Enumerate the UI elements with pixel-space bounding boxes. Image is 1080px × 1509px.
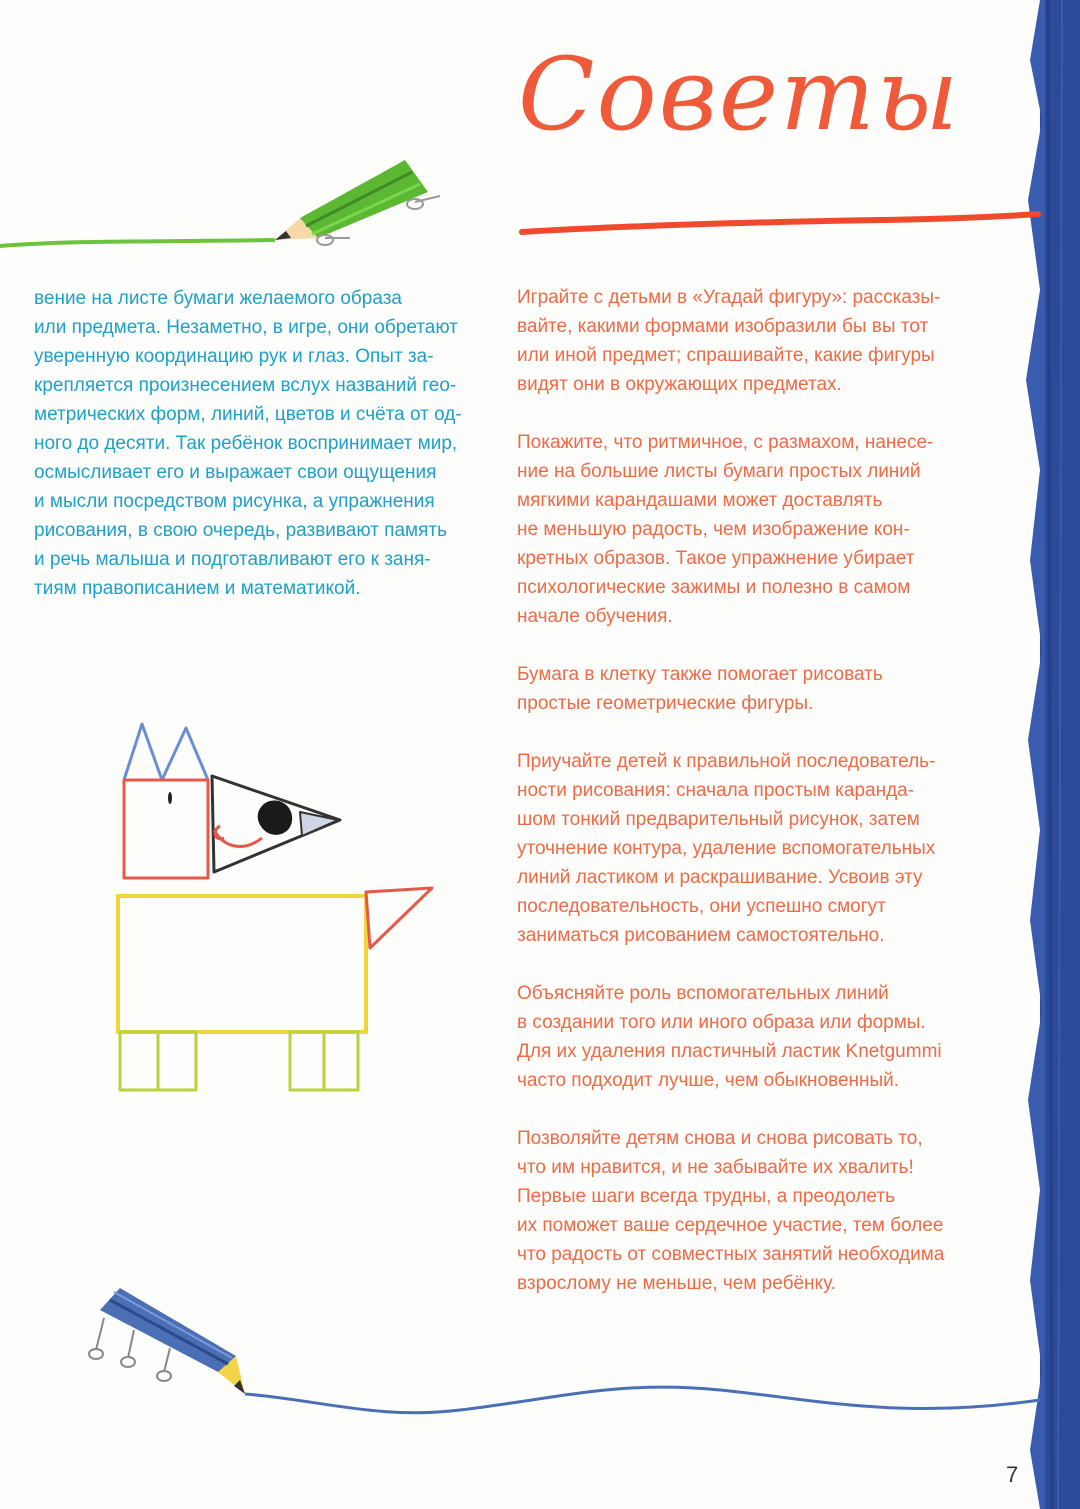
text-line: Объясняйте роль вспомогательных линий: [517, 983, 889, 1004]
text-line: линий ластиком и раскрашивание. Усвоив эту: [517, 867, 923, 888]
text-line: тиям правописанием и математикой.: [34, 578, 361, 599]
text-line: ние на большие листы бумаги простых линий: [517, 461, 921, 482]
text-line: простые геометрические фигуры.: [517, 693, 814, 714]
text-line: Для их удаления пластичный ластик Knetgummi: [517, 1041, 942, 1062]
text-line: Бумага в клетку также помогает рисовать: [517, 664, 883, 685]
text-line: мягкими карандашами может доставлять: [517, 490, 883, 511]
text-line: или предмета. Незаметно, в игре, они обретают: [34, 317, 458, 338]
text-line: психологические зажимы и полезно в самом: [517, 577, 911, 598]
text-line: осмысливает его и выражает свои ощущения: [34, 462, 437, 483]
text-line: начале обучения.: [517, 606, 673, 627]
dog-nose: [258, 801, 292, 835]
text-line: Приучайте детей к правильной последователь-: [517, 751, 936, 772]
green-pencil-icon: [275, 160, 440, 245]
text-line: в создании того или иного образа или формы.: [517, 1012, 926, 1033]
dog-eye: [168, 792, 172, 804]
dog-ear-left: [124, 724, 162, 780]
left-column-text: [34, 284, 504, 603]
dog-head: [124, 780, 208, 878]
text-line: рисования, в свою очередь, развивают память: [34, 520, 447, 541]
text-line: уверенную координацию рук и глаз. Опыт за-: [34, 346, 434, 367]
text-line: что радость от совместных занятий необходима: [517, 1244, 945, 1265]
text-line: Играйте с детьми в «Угадай фигуру»: рассказы-: [517, 287, 941, 308]
text-line: или иной предмет; спрашивайте, какие фигуры: [517, 345, 935, 366]
text-line: шом тонкий предварительный рисунок, затем: [517, 809, 920, 830]
text-line: не меньшую радость, чем изображение кон-: [517, 519, 910, 540]
text-line: уточнение контура, удаление вспомогательных: [517, 838, 936, 859]
text-line: что им нравится, и не забывайте их хвалить!: [517, 1157, 914, 1178]
text-line: и речь малыша и подготавливают его к заня-: [34, 549, 431, 570]
dog-tail: [366, 888, 432, 948]
tip-paragraph: [517, 747, 987, 950]
tip-paragraph: [517, 979, 987, 1095]
text-line: Позволяйте детям снова и снова рисовать то,: [517, 1128, 923, 1149]
text-line: Первые шаги всегда трудны, а преодолеть: [517, 1186, 895, 1207]
text-line: вайте, какими формами изобразили бы вы тот: [517, 316, 929, 337]
page-number: 7: [1006, 1462, 1019, 1487]
text-line: ности рисования: сначала простым каранда-: [517, 780, 915, 801]
text-line: часто подходит лучше, чем обыкновенный.: [517, 1070, 900, 1091]
text-line: и мысли посредством рисунка, а упражнения: [34, 491, 435, 512]
text-line: взрослому не меньше, чем ребёнку.: [517, 1273, 836, 1294]
text-line: Покажите, что ритмичное, с размахом, нанесе-: [517, 432, 934, 453]
right-column-tips: [517, 283, 987, 1327]
page-title: Советы: [518, 36, 961, 153]
text-line: их поможет ваше сердечное участие, тем более: [517, 1215, 944, 1236]
title-underline: [522, 214, 1038, 232]
tip-paragraph: [517, 660, 987, 718]
geometric-dog-drawing: [118, 724, 432, 1090]
green-line: [0, 240, 275, 246]
tip-paragraph: [517, 428, 987, 631]
text-line: последовательность, они успешно смогут: [517, 896, 886, 917]
text-line: кретных образов. Такое упражнение убирает: [517, 548, 915, 569]
text-line: ного до десяти. Так ребёнок воспринимает мир,: [34, 433, 458, 454]
dog-ear-right: [162, 728, 208, 780]
blue-stripe: [1026, 0, 1080, 1509]
text-line: крепляется произнесением вслух названий гео-: [34, 375, 457, 396]
tip-paragraph: [517, 1124, 987, 1298]
blue-line: [245, 1387, 1040, 1413]
text-line: метрических форм, линий, цветов и счёта от од-: [34, 404, 462, 425]
text-line: вение на листе бумаги желаемого образа: [34, 288, 402, 309]
text-line: заниматься рисованием самостоятельно.: [517, 925, 885, 946]
dog-body: [118, 896, 366, 1032]
text-line: видят они в окружающих предметах.: [517, 374, 842, 395]
tip-paragraph: [517, 283, 987, 399]
blue-pencil-icon: [89, 1288, 245, 1394]
